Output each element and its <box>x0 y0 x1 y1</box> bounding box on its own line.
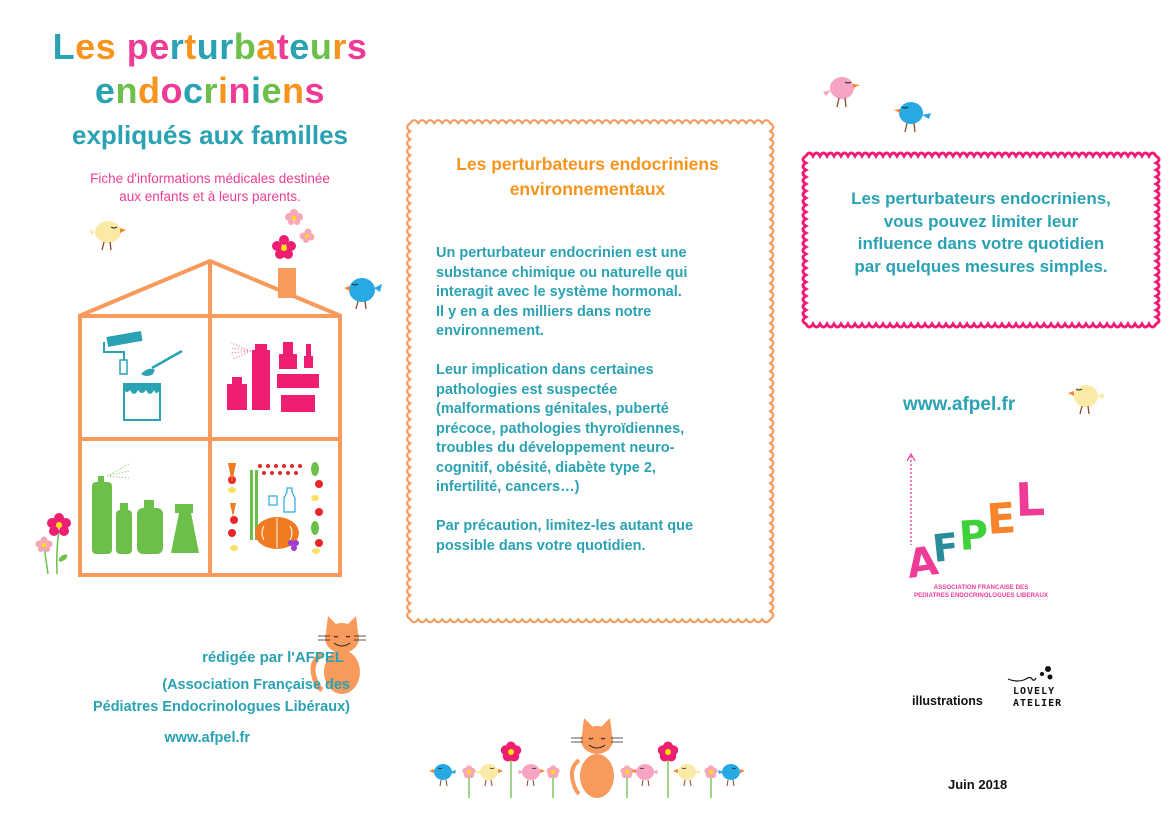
paint-icon <box>104 331 182 420</box>
illustrator-logo-line: LOVELY <box>1013 686 1056 697</box>
section-title <box>405 152 770 202</box>
title-letter: r <box>332 26 347 67</box>
flower-icon <box>546 765 559 798</box>
body-line: Par précaution, limitez-les autant que <box>436 518 694 534</box>
title-letter: r <box>169 26 185 67</box>
callout-text <box>800 188 1162 278</box>
body-line: troubles du développement neuro- <box>436 440 675 456</box>
intro-text <box>50 170 370 206</box>
flower-icon <box>501 742 521 799</box>
title-letter: n <box>282 70 305 111</box>
title-letter: e <box>261 70 283 111</box>
flowers-icon <box>270 208 320 263</box>
author-name-line1: (Association Française des <box>162 677 350 693</box>
illustrator-logo <box>1013 686 1062 710</box>
title-letter: e <box>94 70 116 111</box>
callout-line: Les perturbateurs endocriniens, <box>851 189 1111 208</box>
title-letter: d <box>137 70 161 111</box>
illustrator-logo-line: ATELIER <box>1013 698 1063 709</box>
publication-date: Juin 2018 <box>948 777 1008 792</box>
body-paragraph <box>436 517 756 556</box>
title-letter: c <box>182 70 204 111</box>
title-letter: t <box>184 26 197 67</box>
title-letter: L <box>52 26 76 67</box>
title-letter: b <box>233 26 257 67</box>
bird-icon <box>476 764 503 786</box>
title-letter: s <box>95 26 117 67</box>
title-letter: i <box>251 70 262 111</box>
flower-icon <box>462 765 475 798</box>
title-letter: r <box>203 70 218 111</box>
logo-subtitle-line: ASSOCIATION FRANCAISE DES <box>933 584 1029 591</box>
lovely-atelier-logo-mark <box>1006 665 1056 687</box>
body-line: précoce, pathologies thyroïdiennes, <box>436 420 685 437</box>
bird-icon <box>718 764 745 786</box>
section-title-line: Les perturbateurs endocriniens <box>456 154 719 174</box>
logo-letter: A <box>903 538 942 588</box>
flower-icon <box>658 742 678 799</box>
body-line: Leur implication dans certaines <box>436 362 654 378</box>
title-letter: i <box>217 70 229 111</box>
logo-subtitle-line: PEDIATRES ENDOCRINOLOGUES LIBERAUX <box>914 592 1048 599</box>
cleaning-products-icon <box>92 464 199 554</box>
title-letter: e <box>289 26 310 67</box>
intro-line: Fiche d'informations médicales destinée <box>90 171 330 186</box>
title-letter: n <box>228 70 251 111</box>
blue-bird-icon <box>344 274 382 312</box>
title-letter: e <box>75 26 96 67</box>
main-title-line2 <box>0 70 420 112</box>
flower-icon <box>704 765 717 798</box>
house-illustration <box>74 258 346 580</box>
main-subtitle: expliqués aux familles <box>71 120 348 150</box>
food-icon <box>228 462 323 554</box>
body-line: cognitif, obésité, diabète type 2, <box>436 459 656 476</box>
author-name-line2: Pédiatres Endocrinologues Libéraux) <box>92 699 350 715</box>
body-line: substance chimique ou naturelle qui <box>436 264 688 281</box>
title-letter: s <box>304 70 326 111</box>
logo-letter: F <box>930 524 961 571</box>
illustrations-label: illustrations <box>912 694 983 708</box>
yellow-chick-icon <box>1066 380 1106 420</box>
title-letter: o <box>160 70 183 111</box>
title-letter: e <box>149 26 170 67</box>
pink-bird-icon <box>822 70 862 112</box>
body-line: infertilité, cancers…) <box>436 479 580 495</box>
flower-icon <box>620 765 633 798</box>
cat-icon <box>571 718 623 798</box>
body-line: environnement. <box>436 323 544 339</box>
title-letter: r <box>219 26 234 67</box>
bird-icon <box>673 764 700 786</box>
website-link-right[interactable]: www.afpel.fr <box>903 394 1016 415</box>
title-letter: u <box>196 26 220 67</box>
body-line: Il y en a des milliers dans notre <box>436 303 652 320</box>
body-line: interagit avec le système hormonal. <box>436 284 682 300</box>
author-label: rédigée par l'AFPEL <box>202 649 344 666</box>
title-letter: u <box>309 26 333 67</box>
title-letter: s <box>346 26 368 67</box>
bird-icon <box>429 764 456 786</box>
callout-line: vous pouvez limiter leur <box>883 211 1079 231</box>
body-paragraph <box>436 361 756 498</box>
flowers-icon <box>34 510 74 575</box>
callout-line: influence dans votre quotidien <box>857 234 1105 253</box>
animals-border-illustration <box>425 712 745 802</box>
body-line: Un perturbateur endocrinien est une <box>436 245 687 261</box>
title-letter <box>116 26 127 67</box>
logo-letter: P <box>957 512 990 560</box>
title-letter: a <box>256 26 277 67</box>
body-line: (malformations génitales, puberté <box>436 401 669 417</box>
blue-bird-icon <box>893 95 933 137</box>
logo-letter: L <box>1014 472 1046 527</box>
afpel-logo-subtitle <box>906 584 1056 600</box>
section-body <box>436 244 756 576</box>
website-link-left[interactable]: www.afpel.fr <box>164 730 250 746</box>
section-title-line: environnementaux <box>509 179 666 199</box>
callout-line: par quelques mesures simples. <box>854 256 1108 276</box>
title-letter: p <box>126 26 150 67</box>
title-letter: t <box>276 26 290 67</box>
main-title-line1 <box>0 26 420 68</box>
intro-line: aux enfants et à leurs parents. <box>119 189 301 204</box>
body-line: pathologies est suspectée <box>436 381 618 398</box>
yellow-chick-icon <box>90 216 130 256</box>
cosmetics-icon <box>227 342 319 412</box>
body-paragraph <box>436 244 756 342</box>
bird-icon <box>631 764 658 786</box>
title-letter: n <box>115 70 138 111</box>
bird-icon <box>518 764 545 786</box>
body-line: possible dans votre quotidien. <box>436 537 646 554</box>
logo-letter: E <box>985 493 1018 544</box>
